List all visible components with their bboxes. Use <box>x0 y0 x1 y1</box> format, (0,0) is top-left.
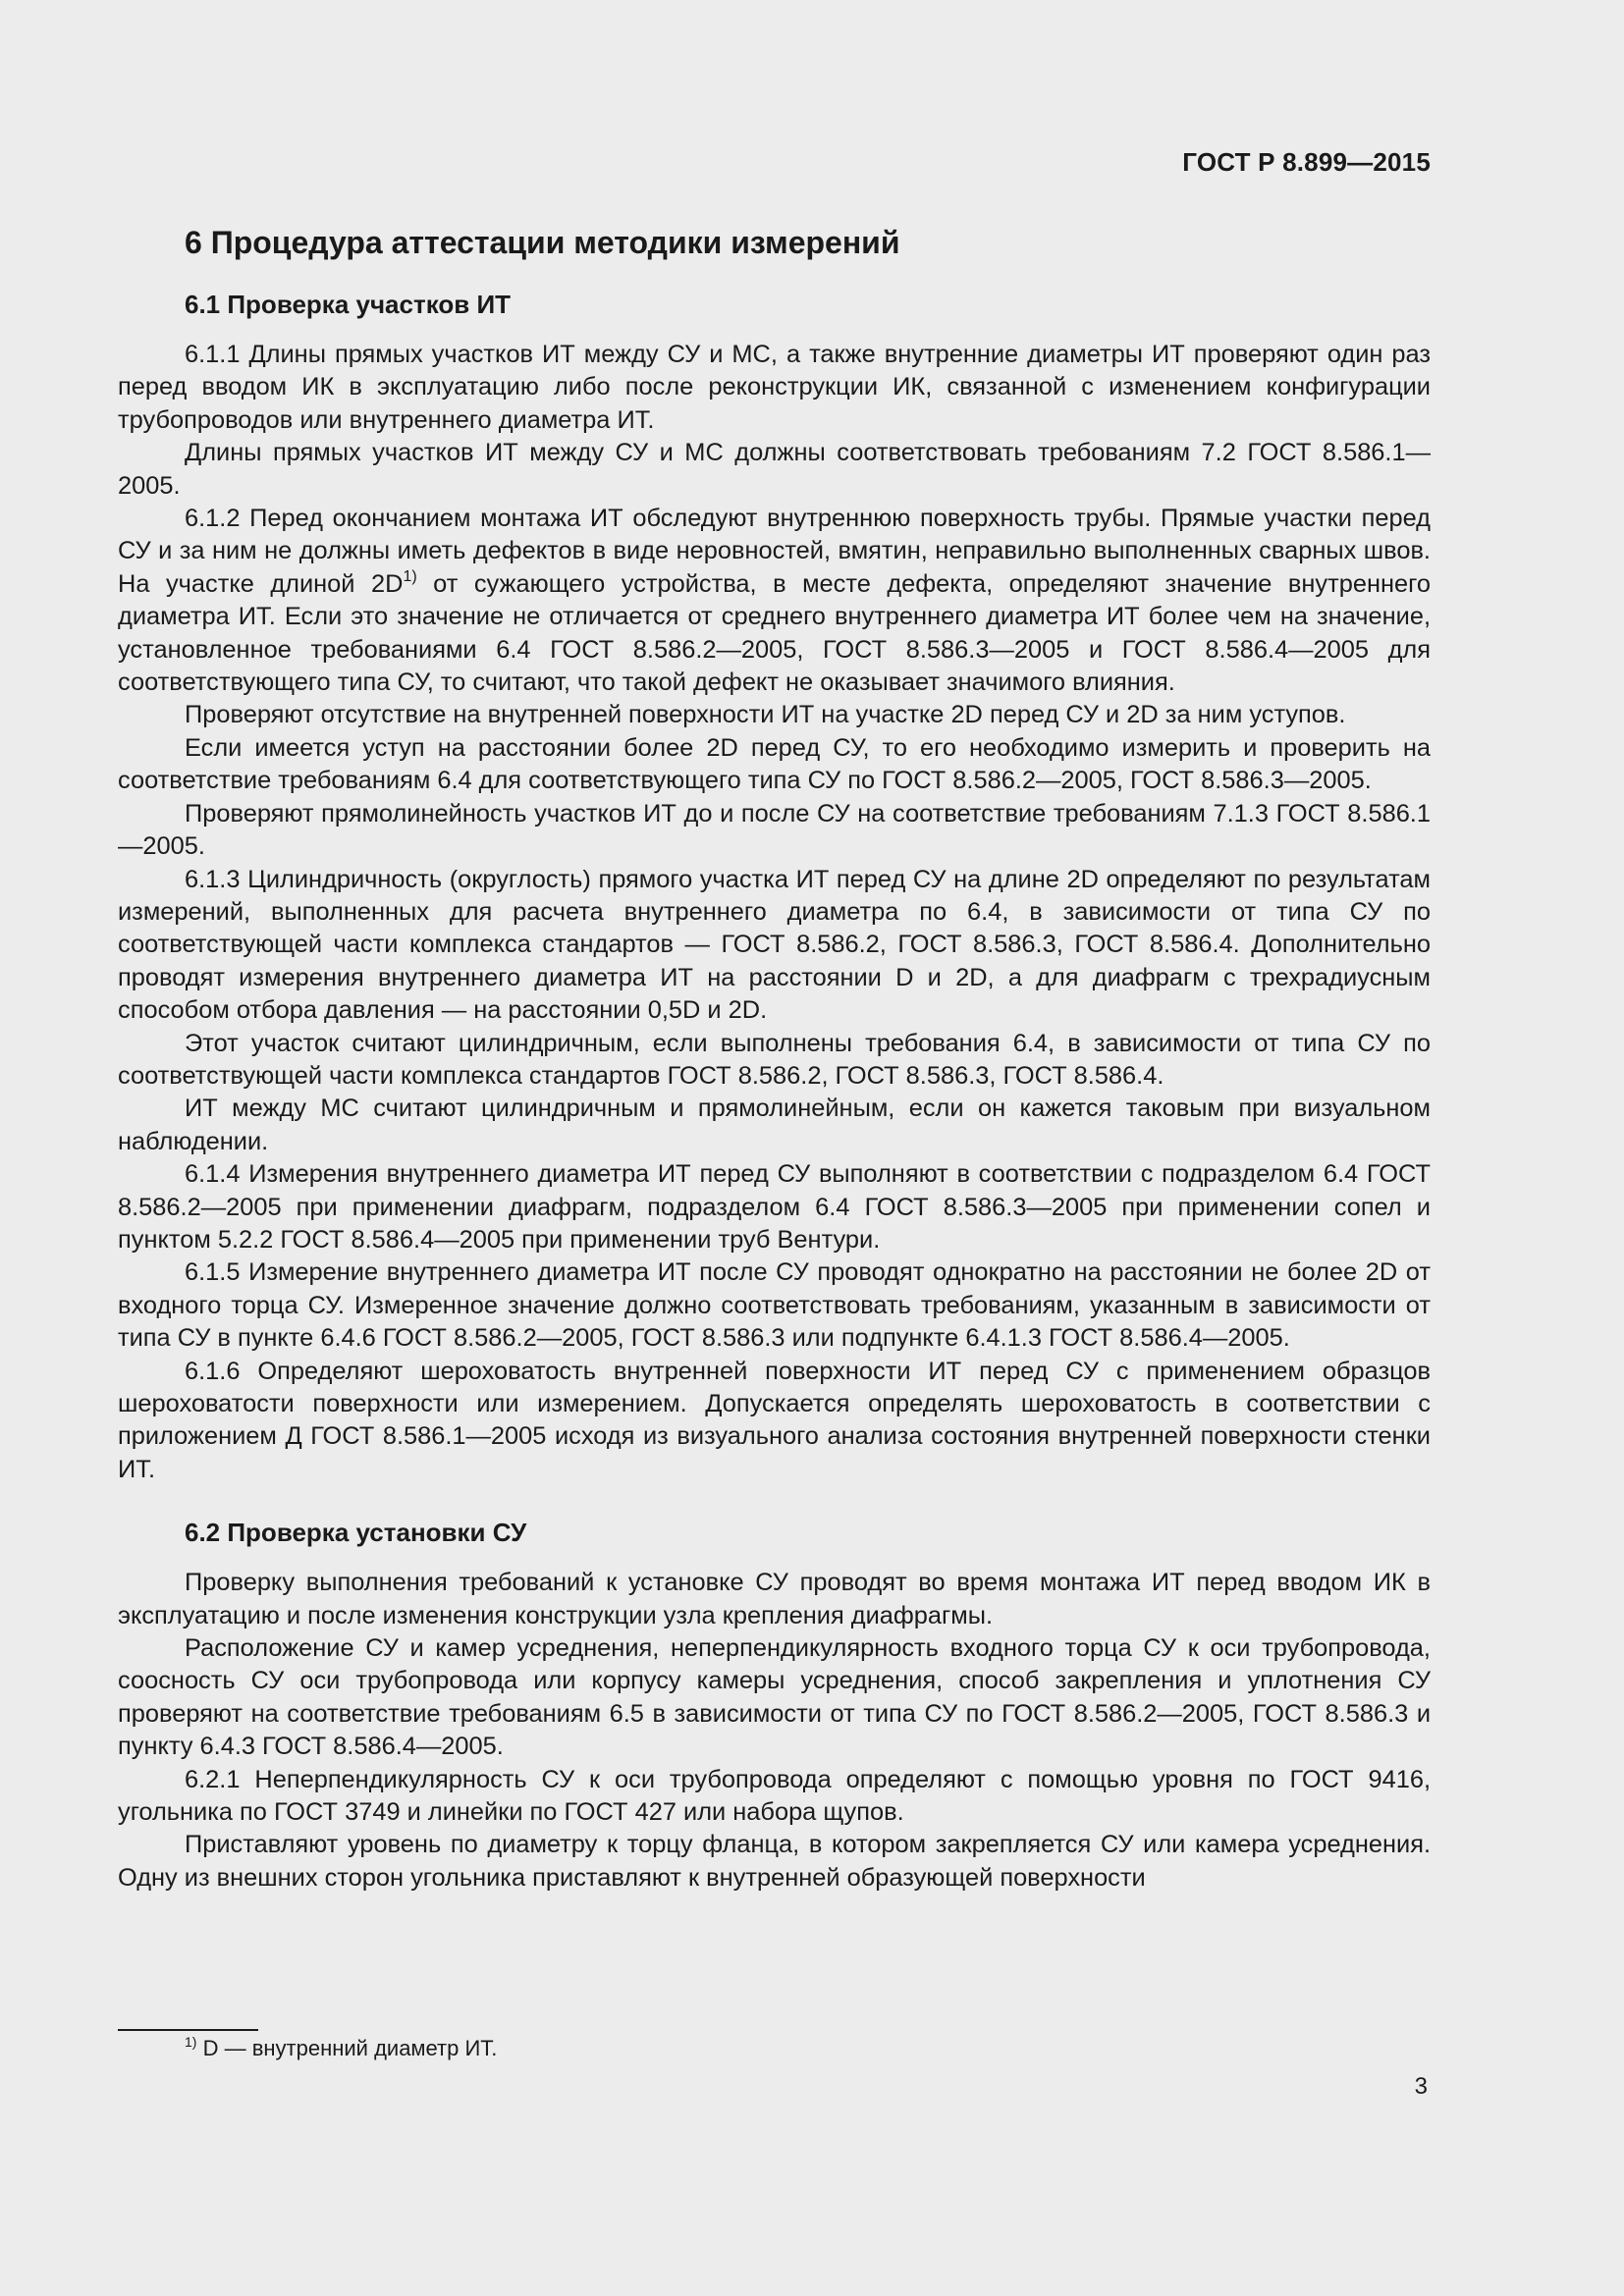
footnote-marker: 1) <box>185 2034 197 2050</box>
paragraph: Проверяют отсутствие на внутренней поверхности ИТ на участке 2D перед СУ и 2D за ним уступов. <box>185 701 1346 729</box>
paragraph-text: 6.1.2 Перед окончанием монтажа ИТ обследуют внутреннюю поверхность трубы. Прямые участки перед СУ и за ним не должны иметь дефектов в виде неровностей, вмятин, неправильно выполненных сварных швов. На участке длиной 2D <box>118 505 1431 598</box>
paragraph: Проверяют прямолинейность участков ИТ до и после СУ на соответствие требованиям 7.1.3 ГОСТ 8.586.1—2005. <box>118 799 1431 861</box>
paragraph-6-1-4: 6.1.4 Измерения внутреннего диаметра ИТ перед СУ выполняют в соответствии с подразделом 6.4 ГОСТ 8.586.2—2005 при применении диафрагм, подразделом 6.4 ГОСТ 8.586.3—2005 при применении сопел и пунктом 5.2.2 ГОСТ 8.586.4—2005 при применении труб Вентури. <box>118 1160 1431 1254</box>
paragraph-6-1-1: 6.1.1 Длины прямых участков ИТ между СУ и МС, а также внутренние диаметры ИТ проверяют один раз перед вводом ИК в эксплуатацию либо после реконструкции ИК, связанной с изменением конфигурации трубопроводов или внутреннего диаметра ИТ. <box>118 341 1431 434</box>
paragraph-6-1-3: 6.1.3 Цилиндричность (округлость) прямого участка ИТ перед СУ на длине 2D определяют по результатам измерений, выполненных для расчета внутреннего диаметра по 6.4, в зависимости от типа СУ по соответствующей части комплекса стандартов — ГОСТ 8.586.2, ГОСТ 8.586.3, ГОСТ 8.586.4. Дополнительно проводят измерения внутреннего диаметра ИТ на расстоянии D и 2D, а для диафрагм с трехрадиусным способом отбора давления — на расстоянии 0,5D и 2D. <box>118 865 1431 1025</box>
subsection-title-6-1: 6.1 Проверка участков ИТ <box>185 290 512 319</box>
paragraph: Если имеется уступ на расстоянии более 2D перед СУ, то его необходимо измерить и проверить на соответствие требованиям 6.4 для соответствующего типа СУ по ГОСТ 8.586.2—2005, ГОСТ 8.586.3—2005. <box>118 733 1431 795</box>
paragraph-6-1-2 <box>118 503 1431 699</box>
paragraph: Расположение СУ и камер усреднения, неперпендикулярность входного торца СУ к оси трубопровода, соосность СУ оси трубопровода или корпусу камеры усреднения, способ закрепления и уплотнения СУ проверяют на соответствие требованиям 6.5 в зависимости от типа СУ по ГОСТ 8.586.2—2005, ГОСТ 8.586.3 и пункту 6.4.3 ГОСТ 8.586.4—2005. <box>118 1634 1431 1761</box>
footnote <box>185 2034 497 2063</box>
page-content <box>118 221 1431 1895</box>
subsection-title-6-2: 6.2 Проверка установки СУ <box>185 1518 527 1548</box>
page-number: 3 <box>1414 2073 1428 2100</box>
paragraph-6-1-5: 6.1.5 Измерение внутреннего диаметра ИТ после СУ проводят однократно на расстоянии не более 2D от входного торца СУ. Измеренное значение должно соответствовать требованиям, указанным в зависимости от типа СУ в пункте 6.4.6 ГОСТ 8.586.2—2005, ГОСТ 8.586.3 или подпункте 6.4.1.3 ГОСТ 8.586.4—2005. <box>118 1258 1431 1353</box>
footnote-reference: 1) <box>403 567 417 585</box>
paragraph-6-2-1: 6.2.1 Неперпендикулярность СУ к оси трубопровода определяют с помощью уровня по ГОСТ 9416, угольника по ГОСТ 3749 и линейки по ГОСТ 427 или набора щупов. <box>118 1765 1431 1827</box>
footnote-text: D — внутренний диаметр ИТ. <box>202 2036 498 2060</box>
paragraph: Длины прямых участков ИТ между СУ и МС должны соответствовать требованиям 7.2 ГОСТ 8.586.1—2005. <box>118 439 1431 500</box>
paragraph-text: от сужающего устройства, в месте дефекта, определяют значение внутреннего диаметра ИТ. Если это значение не отличается от среднего внутреннего диаметра ИТ более чем на значение, установленное требованиями 6.4 ГОСТ 8.586.2—2005, ГОСТ 8.586.3—2005 и ГОСТ 8.586.4—2005 для соответствующего типа СУ, то считают, что такой дефект не оказывает значимого влияния. <box>118 569 1431 697</box>
paragraph: Этот участок считают цилиндричным, если выполнены требования 6.4, в зависимости от типа СУ по соответствующей части комплекса стандартов ГОСТ 8.586.2, ГОСТ 8.586.3, ГОСТ 8.586.4. <box>118 1029 1431 1090</box>
paragraph: Приставляют уровень по диаметру к торцу фланца, в котором закрепляется СУ или камера усреднения. Одну из внешних сторон угольника приставляют к внутренней образующей поверхности <box>118 1831 1431 1892</box>
section-title: 6 Процедура аттестации методики измерений <box>185 225 900 260</box>
paragraph-6-1-6: 6.1.6 Определяют шероховатость внутренней поверхности ИТ перед СУ с применением образцов шероховатости поверхности или измерением. Допускается определять шероховатость в соответствии с приложением Д ГОСТ 8.586.1—2005 исходя из визуального анализа состояния внутренней поверхности стенки ИТ. <box>118 1357 1431 1483</box>
paragraph: ИТ между МС считают цилиндричным и прямолинейным, если он кажется таковым при визуальном наблюдении. <box>118 1095 1431 1155</box>
standard-code: ГОСТ Р 8.899—2015 <box>1182 147 1431 177</box>
footnote-divider <box>118 2029 258 2031</box>
paragraph: Проверку выполнения требований к установке СУ проводят во время монтажа ИТ перед вводом ИК в эксплуатацию и после изменения конструкции узла крепления диафрагмы. <box>118 1569 1431 1629</box>
